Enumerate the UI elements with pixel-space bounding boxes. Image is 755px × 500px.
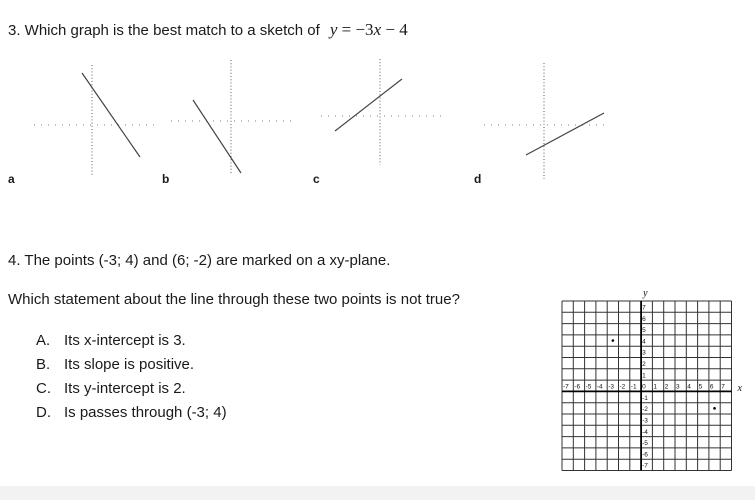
graph-d-label: d [474,172,482,186]
grid-y-axis-label: y [643,288,648,299]
graph-b-label: b [162,172,170,186]
y-tick-label: 7 [642,304,646,312]
option-d[interactable]: D. Is passes through (-3; 4) [36,404,227,421]
y-tick-label: 2 [642,361,646,368]
question-3-prompt: 3. Which graph is the best match to a sketch of [8,22,320,39]
y-tick-label: 6 [642,315,646,323]
graph-a-line [82,73,140,157]
x-tick-label: 4 [687,383,691,391]
y-tick-label: -6 [642,451,648,459]
graph-c-line [335,79,402,131]
option-b[interactable]: B. Its slope is positive. [36,356,195,373]
x-tick-label: 6 [709,383,714,391]
grid-x-axis-label: x [737,383,742,395]
graph-c-label: c [313,172,320,186]
y-tick-label: 4 [642,338,646,346]
question-3 [8,20,408,40]
question-4-statement: Which statement about the line through these two points is not true? [8,291,460,308]
y-tick-label: -3 [642,417,648,425]
x-tick-label: 5 [698,383,703,391]
y-tick-label: 1 [642,372,646,380]
grid-point-mark [612,339,615,342]
x-tick-label: -5 [585,383,592,391]
x-tick-label: 0 [642,383,646,391]
option-a[interactable]: A. Its x-intercept is 3. [36,332,186,349]
grid-point-mark [713,407,716,410]
x-tick-label: 7 [721,383,725,391]
y-tick-label: -1 [642,394,648,402]
y-tick-label: 5 [642,327,646,335]
graph-d-line [526,113,604,155]
x-tick-label: -3 [608,383,614,391]
x-tick-label: -1 [630,383,637,391]
question-4-prompt: 4. The points (-3; 4) and (6; -2) are marked on a xy-plane. [8,252,391,269]
y-tick-label: -7 [642,462,648,470]
x-tick-label: -7 [563,383,569,391]
x-tick-label: -4 [596,383,603,391]
graph-d-sketch [480,55,620,185]
x-tick-label: 3 [676,383,680,391]
graph-b-line [193,100,241,173]
graph-c-sketch [315,55,455,185]
coordinate-grid [556,285,751,475]
question-3-equation: y = −3x − 4 [329,20,408,39]
x-tick-label: 1 [653,383,658,391]
y-tick-label: -2 [642,406,648,414]
x-tick-label: 2 [664,383,669,391]
graph-b-sketch [165,55,305,185]
y-tick-label: -5 [642,440,648,448]
y-tick-label: -4 [642,428,648,436]
y-tick-label: 3 [642,349,646,357]
answer-options [36,332,227,428]
bottom-strip [0,486,755,500]
option-c[interactable]: C. Its y-intercept is 2. [36,380,186,397]
graph-a-sketch [30,55,170,185]
x-tick-label: -6 [574,383,581,391]
graph-a-label: a [8,172,15,186]
x-tick-label: -2 [619,383,626,391]
